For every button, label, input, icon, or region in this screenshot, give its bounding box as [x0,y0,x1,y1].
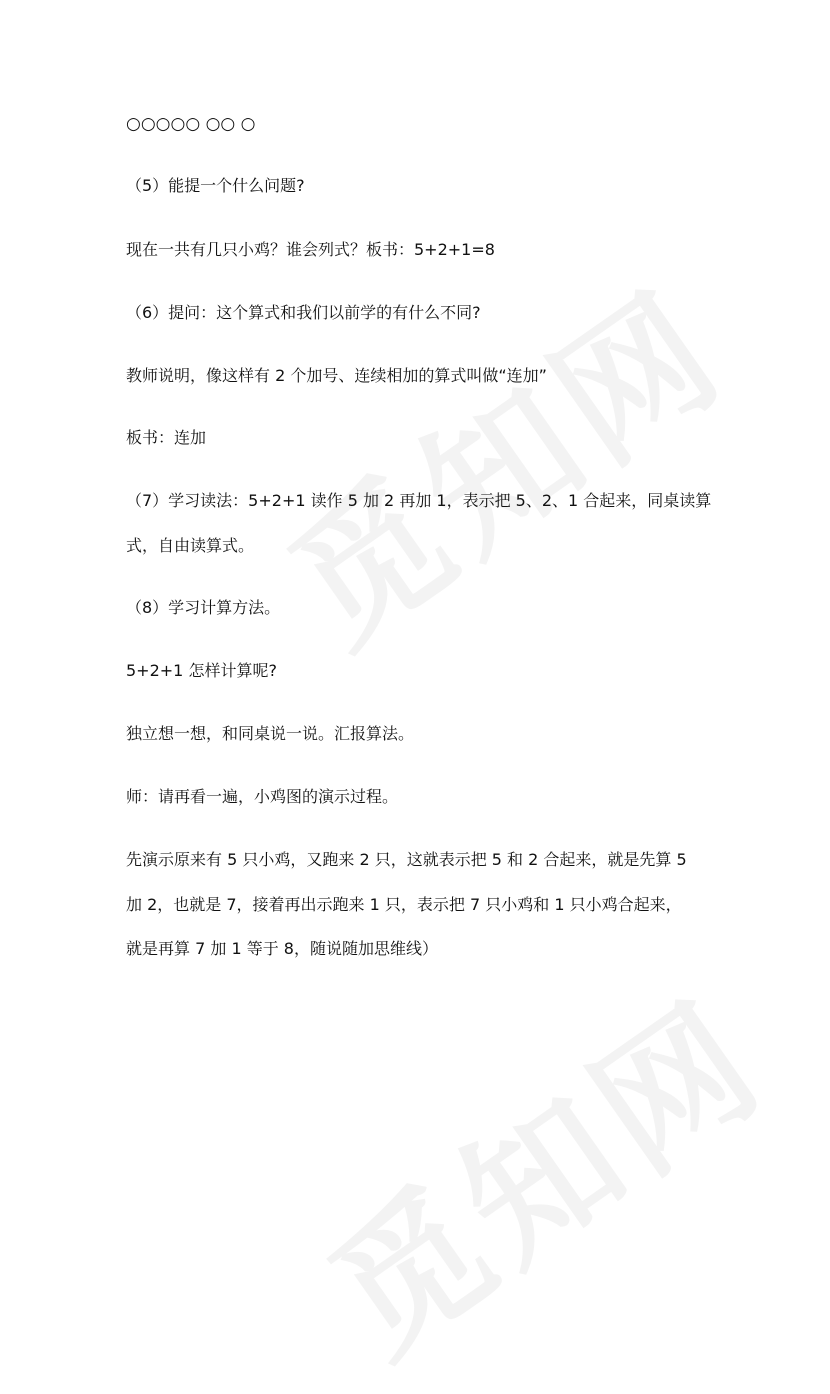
question-7-line-2: 式，自由读算式。 [126,536,255,555]
question-7-line-1: （7）学习读法：5+2+1 读作 5 加 2 再加 1，表示把 5、2、1 合起来，同桌读算 [126,491,712,510]
how-to-calculate: 5+2+1 怎样计算呢? [126,661,277,680]
teacher-explanation: 教师说明，像这样有 2 个加号、连续相加的算式叫做“连加” [126,366,547,385]
board-writing: 板书：连加 [126,428,207,447]
demo-line-2: 加 2，也就是 7，接着再出示跑来 1 只，表示把 7 只小鸡和 1 只小鸡合起来， [126,895,682,914]
demo-line-3: 就是再算 7 加 1 等于 8，随说随加思维线） [126,939,438,958]
circles-diagram: ○○○○○ ○○ ○ [126,114,256,134]
question-5: （5）能提一个什么问题? [126,176,305,195]
demo-line-1: 先演示原来有 5 只小鸡，又跑来 2 只，这就表示把 5 和 2 合起来，就是先算 5 [126,850,687,869]
question-8: （8）学习计算方法。 [126,598,281,617]
teacher-replay: 师：请再看一遍，小鸡图的演示过程。 [126,787,399,806]
question-6: （6）提问：这个算式和我们以前学的有什么不同? [126,303,481,322]
question-5-answer: 现在一共有几只小鸡？谁会列式？板书：5+2+1=8 [126,240,495,259]
independent-thinking: 独立想一想，和同桌说一说。汇报算法。 [126,724,415,743]
